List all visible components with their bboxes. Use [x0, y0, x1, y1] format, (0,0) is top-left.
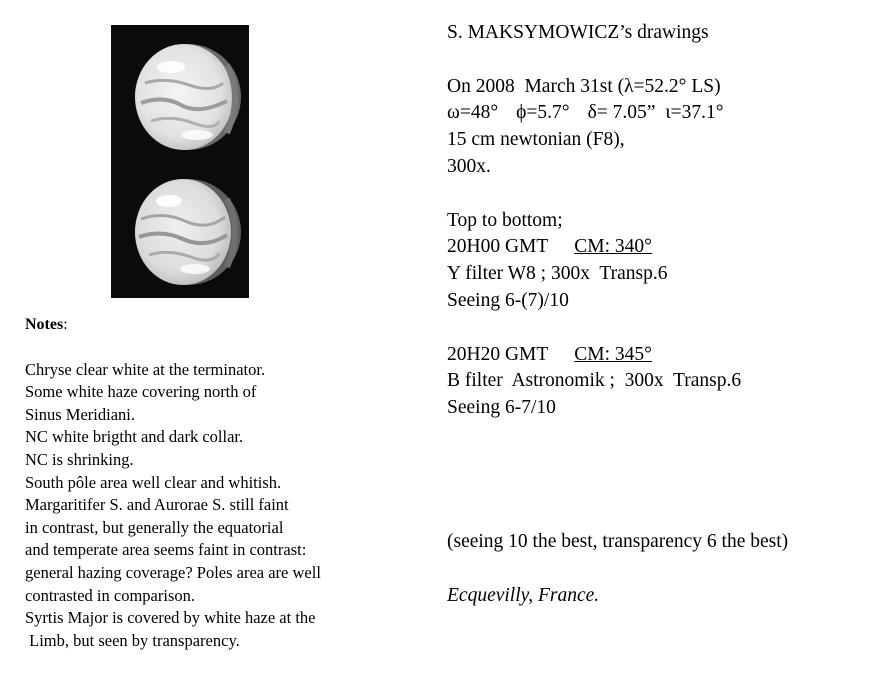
notes-line: NC is shrinking.	[25, 449, 134, 469]
omega-value: ω=48°	[447, 102, 499, 124]
telescope-info: 15 cm newtonian (F8),	[447, 129, 625, 151]
mars-disk-top	[135, 44, 241, 150]
obs1-filter: Y filter W8 ; 300x Transp.6	[447, 263, 668, 285]
obs2-filter: B filter Astronomik ; 300x Transp.6	[447, 370, 742, 392]
notes-colon: :	[63, 316, 68, 333]
notes-line: general hazing coverage? Poles area are well	[25, 562, 321, 582]
mars-disk-bottom	[135, 179, 241, 285]
notes-line: South pôle area well clear and whitish.	[25, 472, 282, 492]
notes-line: NC white brigtht and dark collar.	[25, 427, 244, 447]
notes-label: Notes	[25, 316, 64, 333]
notes-section	[25, 314, 405, 652]
sequence-heading: Top to bottom;	[447, 209, 563, 231]
delta-value: δ= 7.05”	[587, 102, 656, 124]
obs2-time: 20H20 GMT	[447, 343, 549, 365]
obs2-time-cm	[447, 342, 877, 369]
page-title: S. MAKSYMOWICZ’s drawings	[447, 22, 709, 43]
notes-line: Chryse clear white at the terminator.	[25, 359, 266, 379]
mars-drawings-image	[111, 25, 249, 298]
obs1-seeing: Seeing 6-(7)/10	[447, 289, 569, 311]
observation-details	[447, 20, 877, 610]
obs1-time: 20H00 GMT	[447, 236, 549, 258]
notes-line: and temperate area seems faint in contrast:	[25, 540, 307, 560]
notes-line: contrasted in comparison.	[25, 585, 195, 605]
obs2-seeing: Seeing 6-7/10	[447, 397, 556, 419]
iota-value: ι=37.1°	[665, 102, 724, 124]
location: Ecquevilly, France.	[447, 584, 600, 606]
notes-heading	[25, 314, 405, 337]
phi-value: ϕ=5.7°	[516, 102, 570, 124]
magnification-info: 300x.	[447, 155, 491, 177]
obs1-time-cm	[447, 234, 877, 261]
ephemeris-params	[447, 100, 877, 127]
obs2-cm: CM: 345°	[574, 343, 652, 365]
obs1-cm: CM: 340°	[574, 236, 652, 258]
notes-line: Sinus Meridiani.	[25, 404, 135, 424]
notes-line: in contrast, but generally the equatorial	[25, 517, 284, 537]
observation-date: On 2008 March 31st (λ=52.2° LS)	[447, 75, 721, 97]
mars-drawings-svg	[111, 25, 249, 298]
notes-line: Margaritifer S. and Aurorae S. still faint	[25, 495, 289, 515]
notes-line: Limb, but seen by transparency.	[25, 630, 240, 650]
notes-line: Syrtis Major is covered by white haze at the	[25, 608, 316, 628]
notes-line: Some white haze covering north of	[25, 382, 257, 402]
scale-note: (seeing 10 the best, transparency 6 the best)	[447, 531, 789, 553]
